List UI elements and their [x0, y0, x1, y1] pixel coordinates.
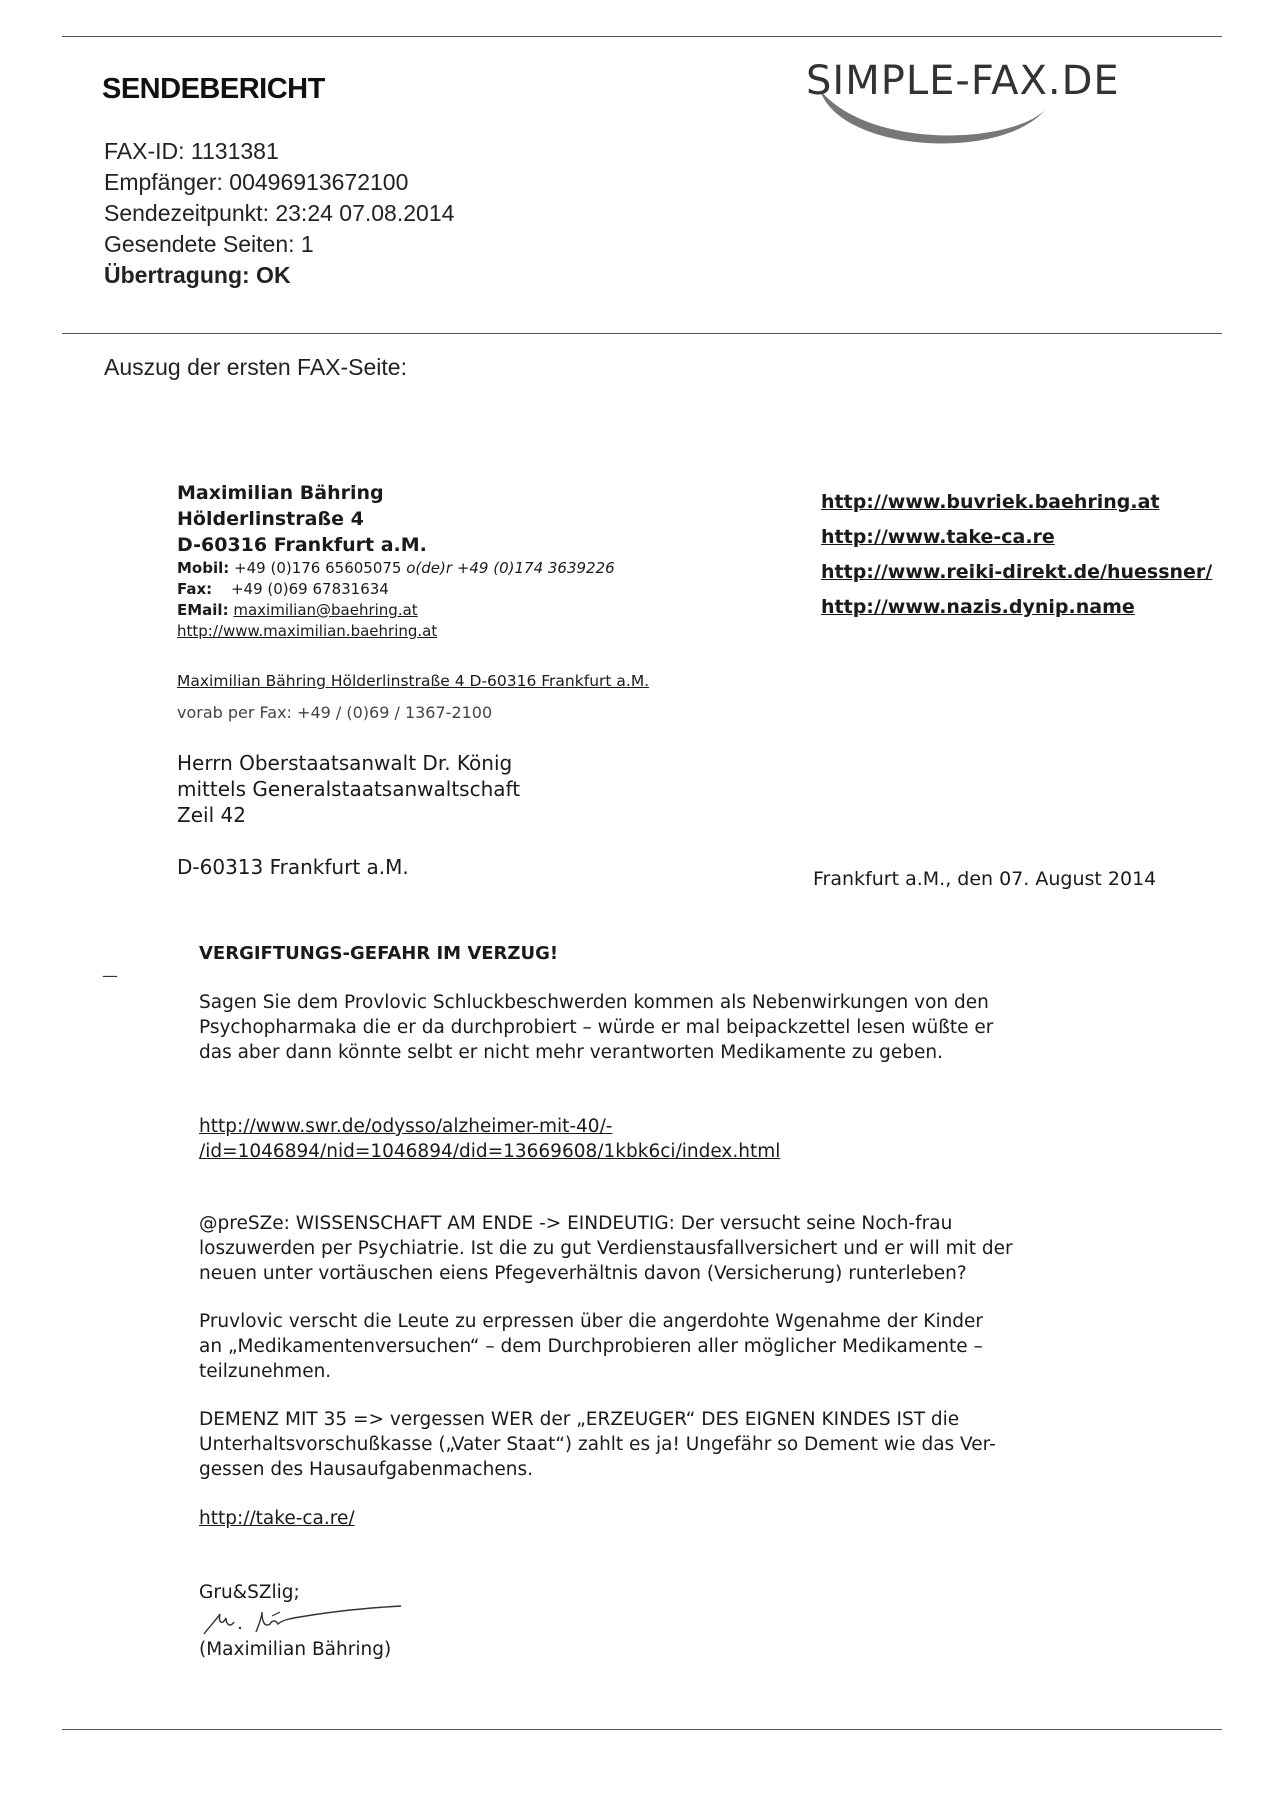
web-link-take-care[interactable]: http://www.take-ca.re	[821, 526, 1055, 548]
recipient-line-2: mittels Generalstaatsanwaltschaft	[177, 777, 521, 801]
paragraph-3-line: Pruvlovic verscht die Leute zu erpressen über die angerdohte Wgenahme der Kinder	[199, 1311, 984, 1332]
paragraph-1-line: das aber dann könnte selbt er nicht mehr verantworten Medikamente zu geben.	[199, 1042, 944, 1063]
web-link-reiki[interactable]: http://www.reiki-direkt.de/huessner/	[821, 561, 1213, 583]
handwritten-signature	[196, 1598, 416, 1642]
paragraph-4-line: DEMENZ MIT 35 => vergessen WER der „ERZEUGER“ DES EIGNEN KINDES IST die	[199, 1409, 960, 1430]
swr-link-line[interactable]: /id=1046894/nid=1046894/did=13669608/1kbk6ci/index.html	[199, 1141, 781, 1162]
top-divider	[62, 36, 1222, 37]
paragraph-3-line: teilzunehmen.	[199, 1361, 332, 1382]
paragraph-4	[199, 1407, 996, 1482]
paragraph-2-line: loszuwerden per Psychiatrie. Ist die zu gut Verdienstausfallversichert und er will mit der	[199, 1238, 1013, 1259]
paragraph-1-line: Psychopharmaka die er da durchprobiert – würde er mal beipackzettel lesen wüßte er	[199, 1017, 994, 1038]
paragraph-3	[199, 1309, 983, 1384]
recipient-line-3: Zeil 42	[177, 803, 246, 827]
sender-block	[177, 480, 615, 642]
sender-name: Maximilian Bähring	[177, 482, 384, 504]
closing-greeting: Gru&SZlig;	[199, 1582, 300, 1603]
recipient-number: Empfänger: 00496913672100	[104, 169, 409, 195]
report-title: SENDEBERICHT	[102, 73, 325, 105]
bottom-divider	[62, 1729, 1222, 1730]
date-line: Frankfurt a.M., den 07. August 2014	[813, 868, 1157, 890]
header-divider	[62, 333, 1222, 334]
return-address: Maximilian Bähring Hölderlinstraße 4 D-60316 Frankfurt a.M.	[177, 672, 650, 690]
simple-fax-logo	[800, 52, 1200, 152]
swr-link[interactable]	[199, 1114, 780, 1164]
swr-link-line[interactable]: http://www.swr.de/odysso/alzheimer-mit-40/-	[199, 1116, 613, 1137]
paragraph-2-line: @preSZe: WISSENSCHAFT AM ENDE -> EINDEUTIG: Der versucht seine Noch-frau	[199, 1213, 953, 1234]
paragraph-2	[199, 1211, 1013, 1286]
closing-name: (Maximilian Bähring)	[199, 1639, 392, 1660]
web-links	[821, 485, 1212, 625]
recipient-block	[177, 750, 520, 828]
logo-text: SIMPLE-FAX.DE	[806, 58, 1120, 104]
fax-id: FAX-ID: 1131381	[104, 138, 279, 164]
sender-street: Hölderlinstraße 4	[177, 508, 364, 530]
sender-fax: Fax: +49 (0)69 67831634	[177, 580, 389, 598]
paragraph-2-line: neuen unter vortäuschen eiens Pfegeverhältnis davon (Versicherung) runterleben?	[199, 1263, 967, 1284]
send-time: Sendezeitpunkt: 23:24 07.08.2014	[104, 200, 455, 226]
recipient-city: D-60313 Frankfurt a.M.	[177, 855, 409, 879]
subject-line: VERGIFTUNGS-GEFAHR IM VERZUG!	[199, 943, 559, 964]
fold-mark: —	[102, 966, 118, 985]
sent-pages: Gesendete Seiten: 1	[104, 231, 314, 257]
paragraph-1-line: Sagen Sie dem Provlovic Schluckbeschwerden kommen als Nebenwirkungen von den	[199, 992, 989, 1013]
excerpt-label: Auszug der ersten FAX-Seite:	[104, 354, 407, 380]
paragraph-3-line: an „Medikamentenversuchen“ – dem Durchprobieren aller möglicher Medikamente –	[199, 1336, 983, 1357]
web-link-buvriek[interactable]: http://www.buvriek.baehring.at	[821, 491, 1160, 513]
paragraph-1	[199, 990, 993, 1065]
sender-website-link[interactable]: http://www.maximilian.baehring.at	[177, 622, 438, 640]
web-link-nazis[interactable]: http://www.nazis.dynip.name	[821, 596, 1135, 618]
sender-city: D-60316 Frankfurt a.M.	[177, 534, 427, 556]
paragraph-4-line: Unterhaltsvorschußkasse („Vater Staat“) zahlt es ja! Ungefähr so Dement wie das Ver-	[199, 1434, 996, 1455]
sender-email: EMail: maximilian@baehring.at	[177, 601, 418, 619]
transmission-status: Übertragung: OK	[104, 262, 291, 288]
prefax-number: vorab per Fax: +49 / (0)69 / 1367-2100	[177, 703, 493, 722]
take-care-link[interactable]: http://take-ca.re/	[199, 1508, 355, 1529]
paragraph-4-line: gessen des Hausaufgabenmachens.	[199, 1459, 534, 1480]
recipient-line-1: Herrn Oberstaatsanwalt Dr. König	[177, 751, 513, 775]
sender-mobile: Mobil: +49 (0)176 65605075 o(de)r +49 (0)174 3639226	[177, 559, 615, 577]
report-info	[104, 136, 454, 291]
